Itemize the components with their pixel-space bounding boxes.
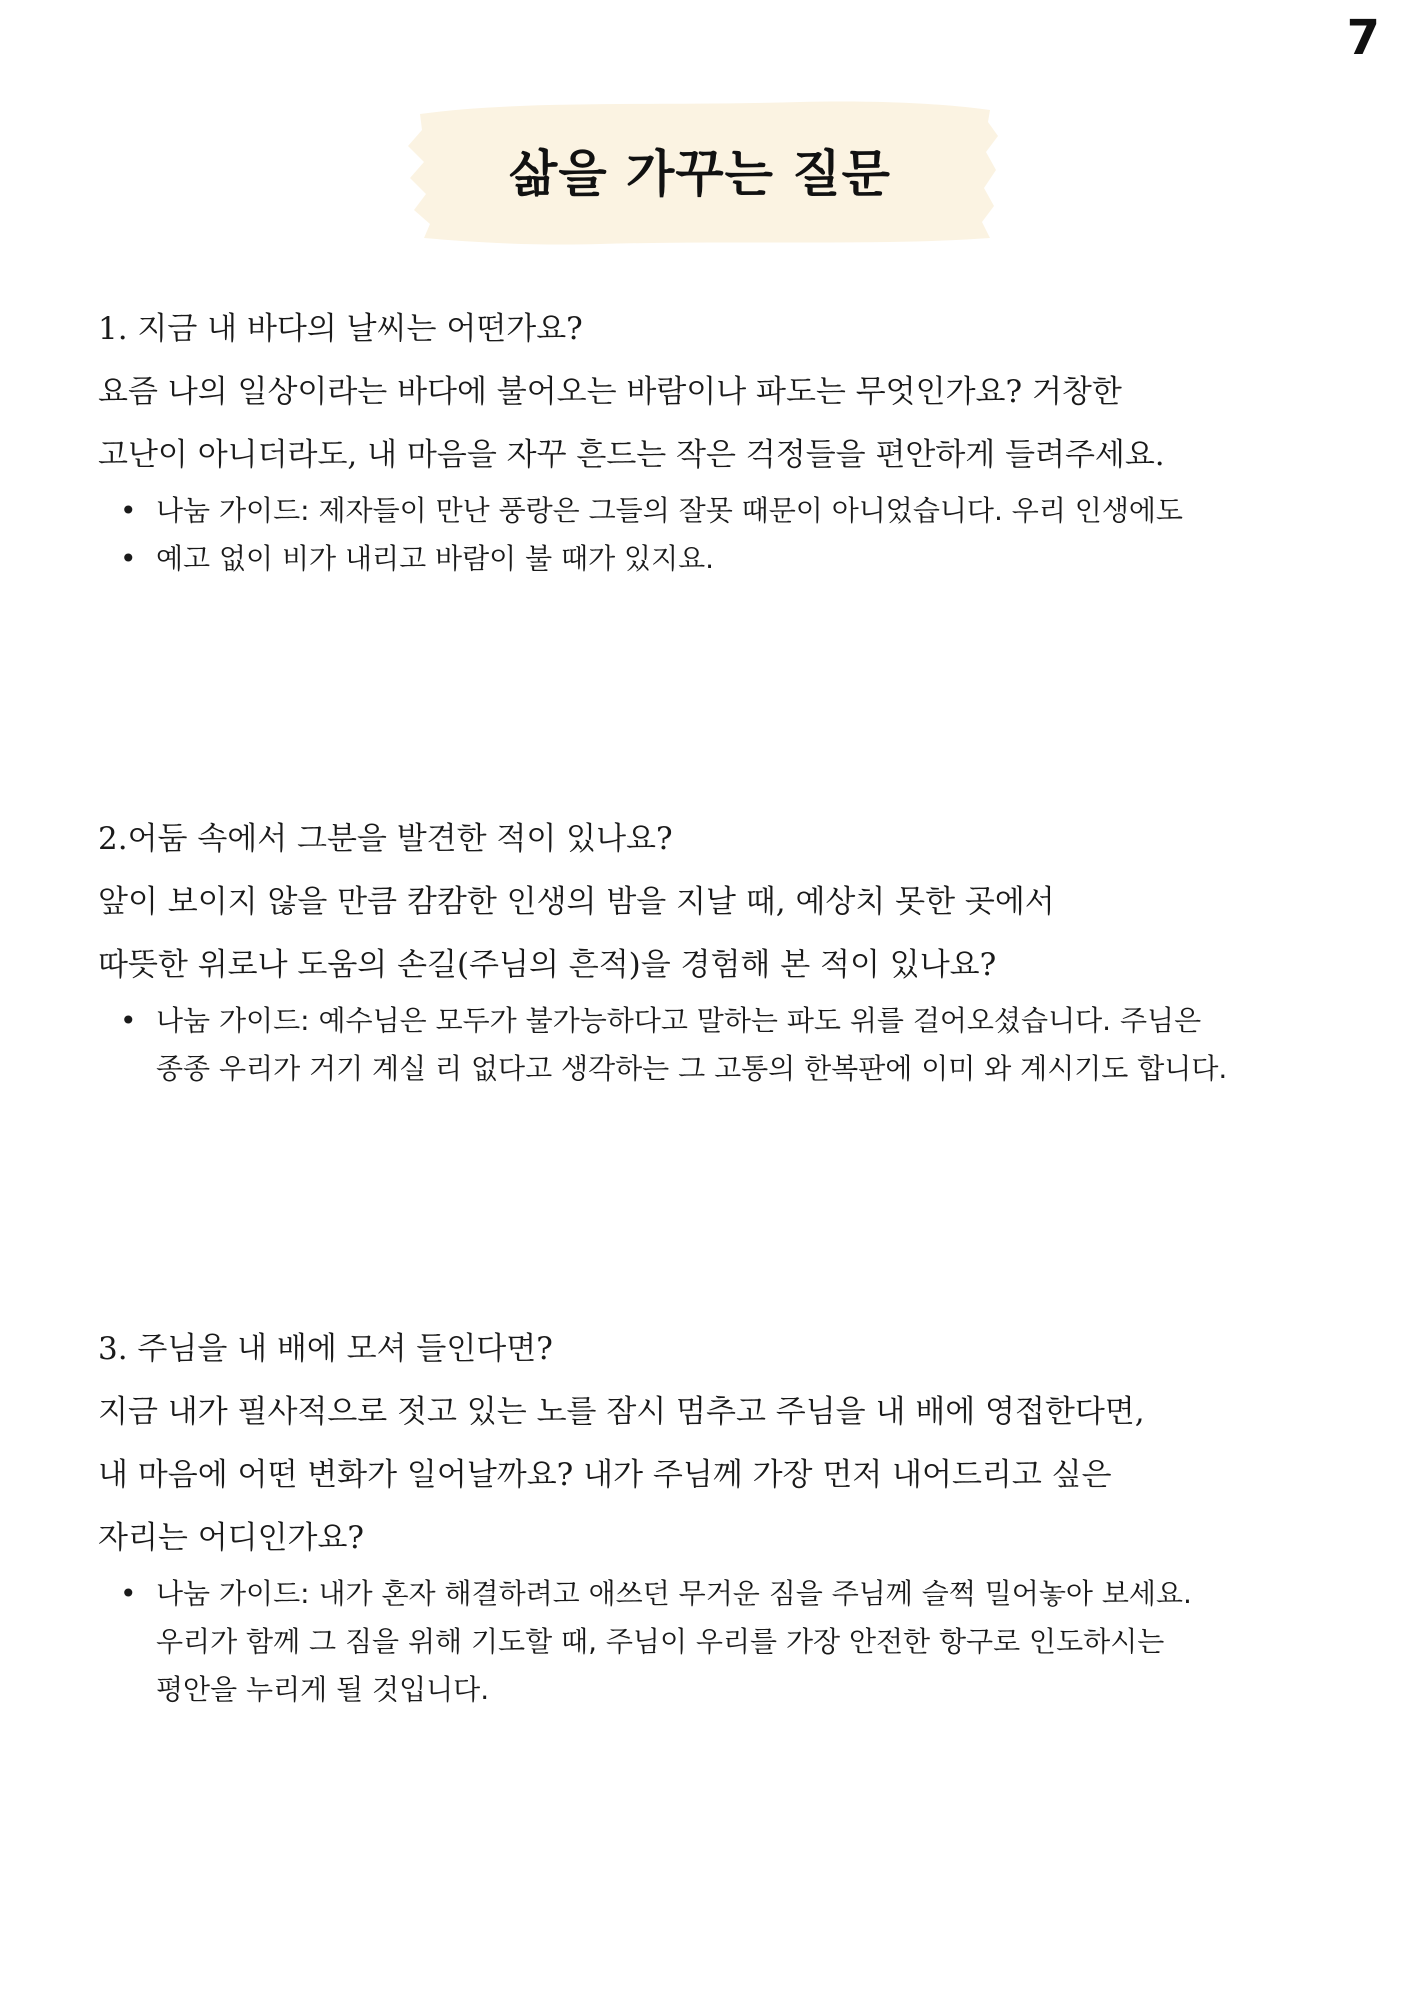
question-body-line: 고난이 아니더라도, 내 마음을 자꾸 흔드는 작은 걱정들을 편안하게 들려주세요. [98, 437, 1165, 473]
question-body-line: 지금 내가 필사적으로 젓고 있는 노를 잠시 멈추고 주님을 내 배에 영접한다면, [98, 1394, 1145, 1430]
question-3 [98, 1318, 1338, 1714]
question-1 [98, 298, 1338, 583]
guide-line: 우리가 함께 그 짐을 위해 기도할 때, 주님이 우리를 가장 안전한 항구로 인도하시는 [156, 1625, 1165, 1658]
bullet-icon: • [120, 494, 137, 527]
guide-line: 나눔 가이드: 내가 혼자 해결하려고 애쓰던 무거운 짐을 주님께 슬쩍 밀어놓아 보세요. [156, 1577, 1192, 1610]
question-title: 2.어둠 속에서 그분을 발견한 적이 있나요? [98, 821, 673, 857]
bullet-icon: • [120, 542, 137, 575]
guide-line: 예고 없이 비가 내리고 바람이 불 때가 있지요. [156, 542, 715, 575]
question-body-line: 요즘 나의 일상이라는 바다에 불어오는 바람이나 파도는 무엇인가요? 거창한 [98, 374, 1122, 410]
bullet-icon: • [120, 1577, 137, 1610]
question-title: 1. 지금 내 바다의 날씨는 어떤가요? [98, 311, 583, 347]
page-number: 7 [1346, 10, 1380, 66]
guide-line: 평안을 누리게 될 것입니다. [156, 1673, 490, 1706]
guide-item [98, 1570, 1338, 1714]
sharing-guide-list [98, 487, 1338, 583]
guide-item [98, 487, 1338, 535]
guide-line: 나눔 가이드: 예수님은 모두가 불가능하다고 말하는 파도 위를 걸어오셨습니다. 주님은 [156, 1004, 1202, 1037]
page-title: 삶을 가꾸는 질문 [509, 145, 891, 203]
question-body-line: 따뜻한 위로나 도움의 손길(주님의 흔적)을 경험해 본 적이 있나요? [98, 947, 997, 983]
guide-line: 나눔 가이드: 제자들이 만난 풍랑은 그들의 잘못 때문이 아니었습니다. 우리 인생에도 [156, 494, 1183, 527]
question-body-line: 앞이 보이지 않을 만큼 캄캄한 인생의 밤을 지날 때, 예상치 못한 곳에서 [98, 884, 1055, 920]
bullet-icon: • [120, 1004, 137, 1037]
guide-item [98, 997, 1338, 1093]
guide-item [98, 535, 1338, 583]
guide-line: 종종 우리가 거기 계실 리 없다고 생각하는 그 고통의 한복판에 이미 와 계시기도 합니다. [156, 1052, 1228, 1085]
question-2 [98, 808, 1338, 1093]
question-title: 3. 주님을 내 배에 모셔 들인다면? [98, 1331, 553, 1367]
sharing-guide-list [98, 1570, 1338, 1714]
sharing-guide-list [98, 997, 1338, 1093]
question-body-line: 내 마음에 어떤 변화가 일어날까요? 내가 주님께 가장 먼저 내어드리고 싶은 [98, 1457, 1112, 1493]
title-banner [400, 92, 1000, 252]
question-body-line: 자리는 어디인가요? [98, 1520, 365, 1556]
